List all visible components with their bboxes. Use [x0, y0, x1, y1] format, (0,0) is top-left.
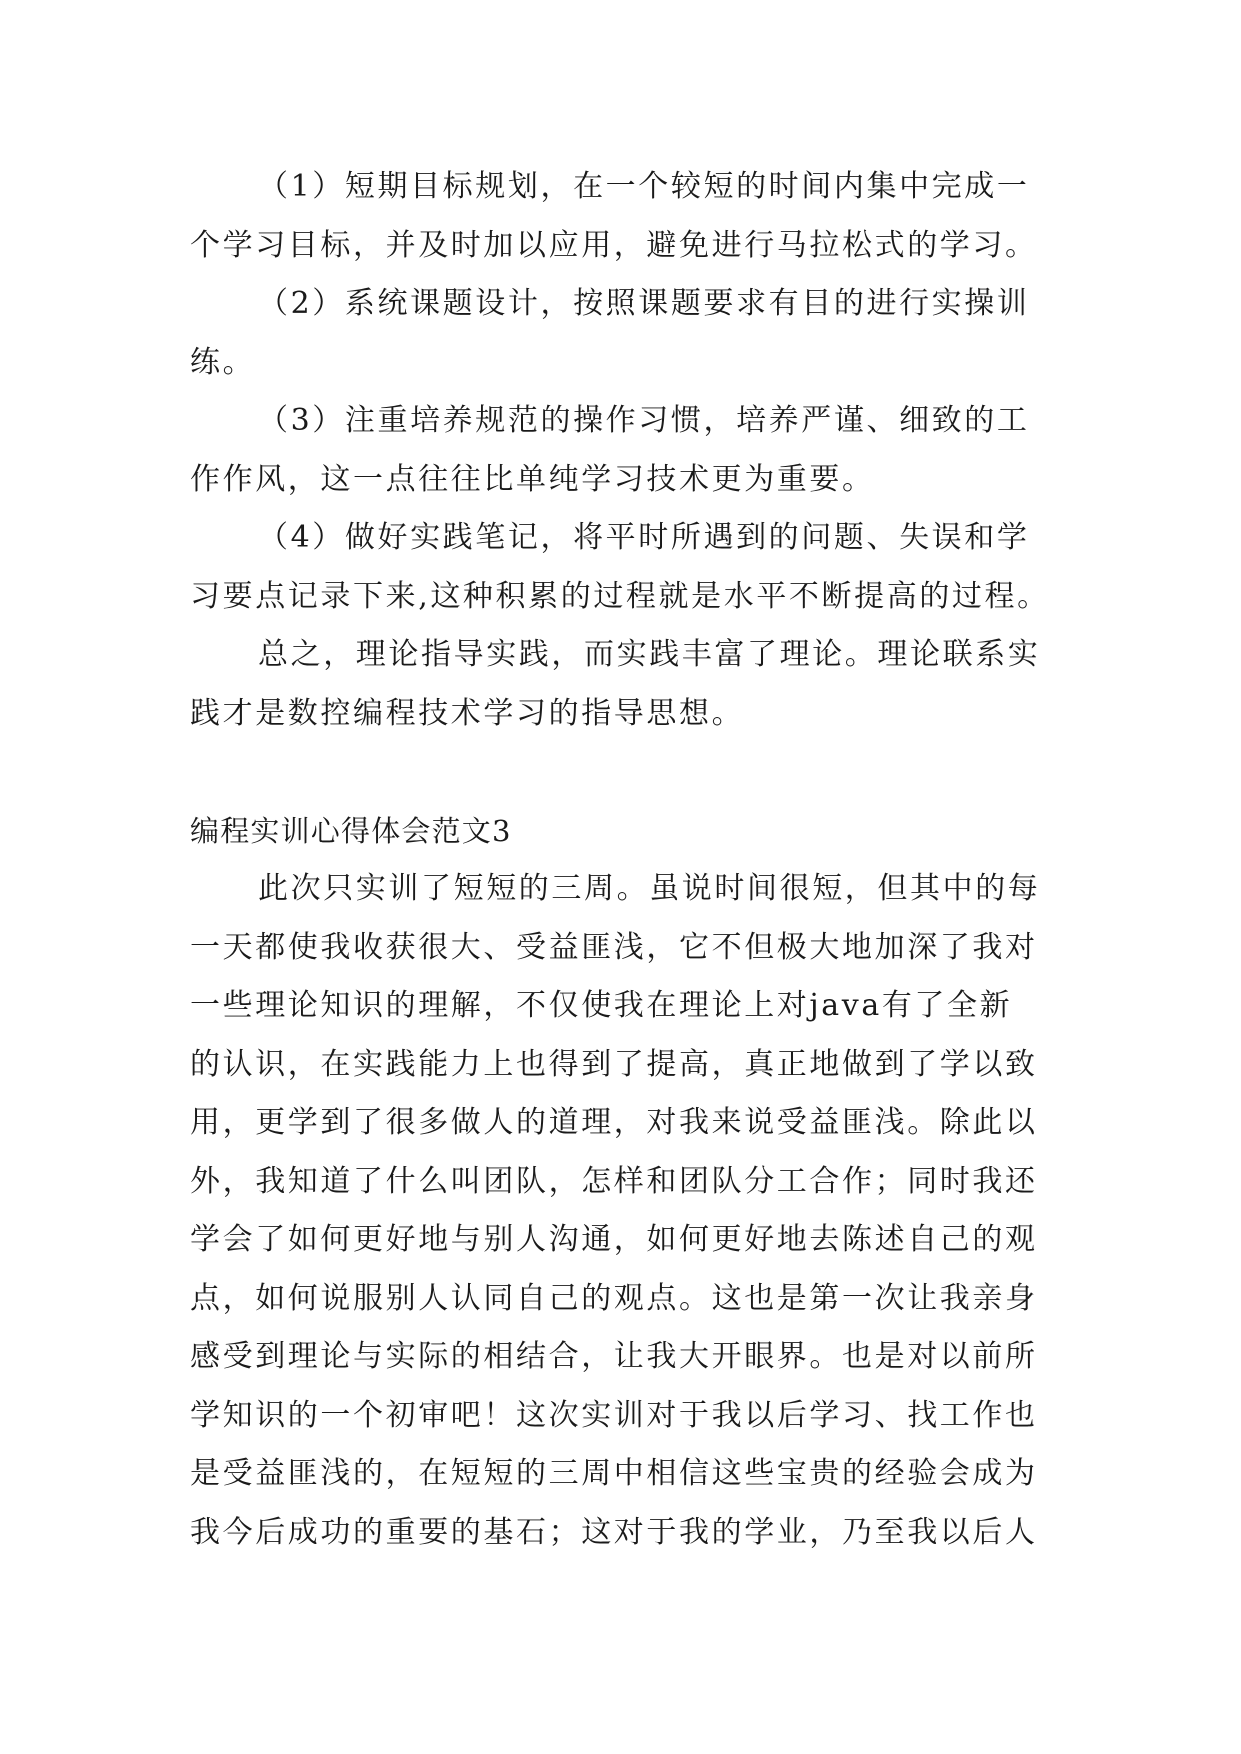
paragraph-line: 个学习目标，并及时加以应用，避免进行马拉松式的学习。	[190, 227, 1038, 263]
paragraph-line: 用，更学到了很多做人的道理，对我来说受益匪浅。除此以	[190, 1105, 1038, 1140]
paragraph-line: 习要点记录下来,这种积累的过程就是水平不断提高的过程。	[190, 578, 1050, 614]
document-body	[190, 158, 1050, 1562]
paragraph-line: 练。	[190, 344, 256, 380]
paragraph-line: 点，如何说服别人认同自己的观点。这也是第一次让我亲身	[190, 1280, 1038, 1316]
paragraph-line: 学知识的一个初审吧！这次实训对于我以后学习、找工作也	[190, 1397, 1038, 1433]
paragraph-line: 一些理论知识的理解，不仅使我在理论上对java有了全新	[190, 988, 1013, 1023]
paragraph-line: 一天都使我收获很大、受益匪浅，它不但极大地加深了我对	[190, 929, 1038, 965]
paragraph-line: 是受益匪浅的，在短短的三周中相信这些宝贵的经验会成为	[190, 1456, 1038, 1491]
paragraph-line: 我今后成功的重要的基石；这对于我的学业，乃至我以后人	[190, 1514, 1038, 1550]
paragraph-line: 感受到理论与实际的相结合，让我大开眼界。也是对以前所	[190, 1339, 1038, 1374]
paragraph-line: 作作风，这一点往往比单纯学习技术更为重要。	[190, 461, 875, 497]
paragraph-line: 此次只实训了短短的三周。虽说时间很短，但其中的每	[258, 871, 1041, 906]
paragraph-line: 外，我知道了什么叫团队，怎样和团队分工合作；同时我还	[190, 1163, 1038, 1199]
paragraph-line: 总之，理论指导实践，而实践丰富了理论。理论联系实	[258, 637, 1041, 672]
paragraph-gap	[190, 743, 1050, 802]
section-heading: 编程实训心得体会范文3	[190, 813, 512, 848]
paragraph-line: 践才是数控编程技术学习的指导思想。	[190, 695, 745, 731]
paragraph-line: （4）做好实践笔记，将平时所遇到的问题、失误和学	[258, 520, 1030, 555]
paragraph-line: （2）系统课题设计，按照课题要求有目的进行实操训	[258, 286, 1030, 321]
paragraph-line: （1）短期目标规划，在一个较短的时间内集中完成一	[258, 169, 1030, 204]
paragraph-line: 的认识，在实践能力上也得到了提高，真正地做到了学以致	[190, 1046, 1038, 1082]
paragraph-line: 学会了如何更好地与别人沟通，如何更好地去陈述自己的观	[190, 1222, 1038, 1257]
paragraph-line: （3）注重培养规范的操作习惯，培养严谨、细致的工	[258, 403, 1030, 438]
